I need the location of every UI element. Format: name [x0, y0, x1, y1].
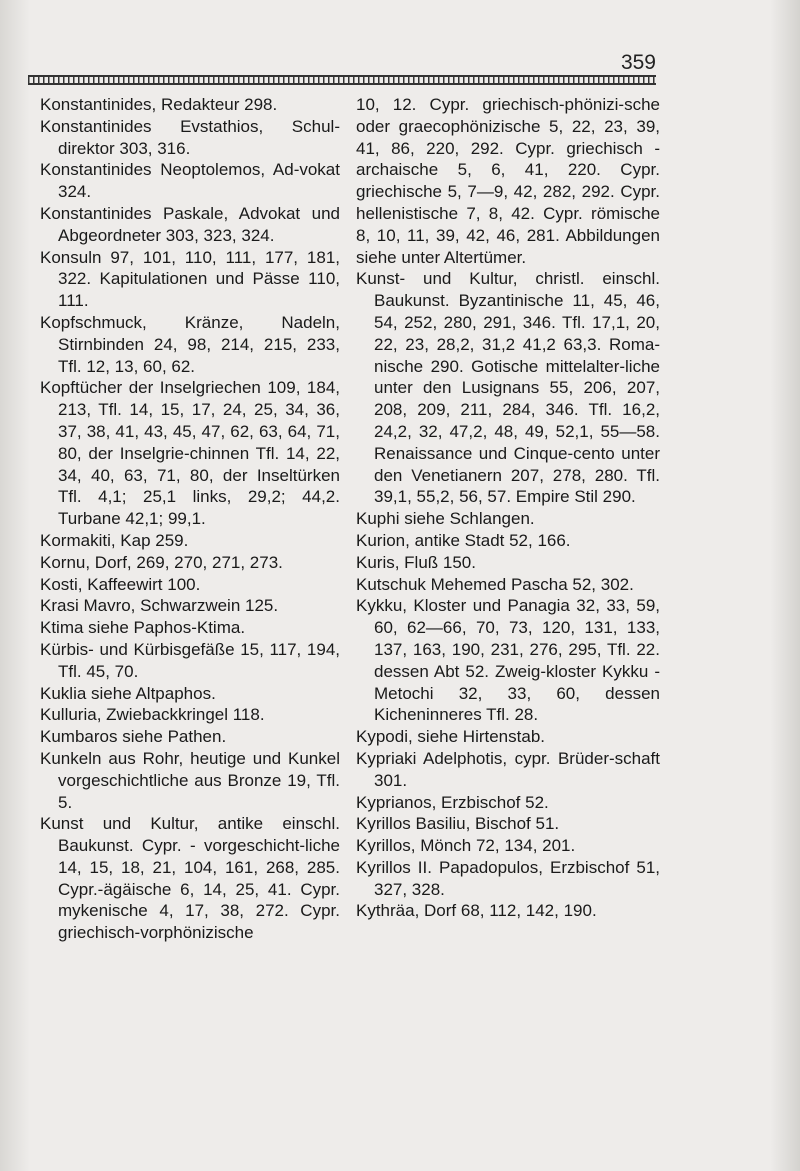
index-entry: 10, 12. Cypr. griechisch-phönizi-sche oder graecophönizische 5, 22, 23, 39, 41, 86, 220, 292. Cypr. griechisch - archaische 5, 6, 41, 220. Cypr. griechische 5, 7—9, 42, 282, 292. Cypr. hellenistische 7, 8, 42. Cypr. römische 8, 10, 11, 39, 42, 46, 281. Abbildungen siehe unter Altertümer. [356, 95, 660, 267]
index-entry: Kuris, Fluß 150. [356, 552, 476, 572]
index-entry: Kormakiti, Kap 259. [40, 530, 189, 550]
index-entry: Kutschuk Mehemed Pascha 52, 302. [356, 574, 634, 594]
index-entry: Kulluria, Zwiebackkringel 118. [40, 705, 265, 725]
index-entry: Konsuln 97, 101, 110, 111, 177, 181, 322. Kapitulationen und Pässe 110, 111. [40, 247, 340, 311]
index-entry: Kumbaros siehe Pathen. [40, 727, 227, 747]
index-column-left [40, 94, 340, 944]
index-entry: Konstantinides, Redakteur 298. [40, 95, 278, 114]
index-entry: Kunst- und Kultur, christl. einschl. Baukunst. Byzantinische 11, 45, 46, 54, 252, 280, 291, 346. Tfl. 17,1, 20, 22, 23, 28,2, 31,2 41,2 63,3. Roma-nische 290. Gotische mittelalter-liche unter den Lusignans 55, 206, 207, 208, 209, 211, 284, 346. Tfl. 16,2, 24,2, 32, 47,2, 48, 49, 52,1, 55—58. Renaissance und Cinque-cento unter den Venetianern 207, 278, 280. Tfl. 39,1, 55,2, 56, 57. Empire Stil 290. [356, 269, 660, 507]
index-entry: Kürbis- und Kürbisgefäße 15, 117, 194, Tfl. 45, 70. [40, 639, 340, 681]
index-column-right [356, 94, 660, 922]
index-entry: Kyprianos, Erzbischof 52. [356, 792, 549, 812]
index-entry: Kurion, antike Stadt 52, 166. [356, 530, 571, 550]
index-entry: Kopfschmuck, Kränze, Nadeln, Stirnbinden 24, 98, 214, 215, 233, Tfl. 12, 13, 60, 62. [40, 312, 340, 376]
index-entry: Konstantinides Paskale, Advokat und Abgeordneter 303, 323, 324. [40, 203, 340, 245]
index-entry: Konstantinides Evstathios, Schul-direktor 303, 316. [40, 116, 340, 158]
index-entry: Kunst und Kultur, antike einschl. Baukunst. Cypr. - vorgeschicht-liche 14, 15, 18, 21, 104, 161, 268, 285. Cypr.-ägäische 6, 14, 25, 41. Cypr. mykenische 4, 17, 38, 272. Cypr. griechisch-vorphönizische [40, 814, 340, 943]
index-entry: Kopftücher der Inselgriechen 109, 184, 213, Tfl. 14, 15, 17, 24, 25, 34, 36, 37, 38, 41, 43, 45, 47, 62, 63, 64, 71, 80, der Inselgrie-chinnen Tfl. 14, 22, 34, 40, 63, 71, 80, der Inseltürken Tfl. 4,1; 25,1 links, 29,2; 44,2. Turbane 42,1; 99,1. [40, 378, 340, 529]
page-edge-shadow-right [770, 0, 800, 1171]
index-entry: Kunkeln aus Rohr, heutige und Kunkel vorgeschichtliche aus Bronze 19, Tfl. 5. [40, 748, 340, 812]
index-entry: Kythräa, Dorf 68, 112, 142, 190. [356, 901, 597, 921]
header-ornament-rule [28, 75, 656, 85]
index-entry: Kornu, Dorf, 269, 270, 271, 273. [40, 552, 283, 572]
index-entry: Kuklia siehe Altpaphos. [40, 683, 216, 703]
index-entry: Kyrillos Basiliu, Bischof 51. [356, 814, 560, 834]
index-entry: Krasi Mavro, Schwarzwein 125. [40, 596, 279, 616]
index-entry: Ktima siehe Paphos-Ktima. [40, 618, 246, 638]
index-entry: Kykku, Kloster und Panagia 32, 33, 59, 60, 62—66, 70, 73, 120, 131, 133, 137, 163, 190, 231, 276, 295, Tfl. 22. dessen Abt 52. Zweig-kloster Kykku - Metochi 32, 33, 60, dessen Kicheninneres Tfl. 28. [356, 596, 660, 725]
index-entry: Kyrillos, Mönch 72, 134, 201. [356, 836, 576, 856]
page-number: 359 [620, 51, 656, 74]
index-entry: Konstantinides Neoptolemos, Ad-vokat 324. [40, 160, 340, 202]
index-entry: Kyrillos II. Papadopulos, Erzbischof 51, 327, 328. [356, 857, 660, 899]
index-entry: Kypriaki Adelphotis, cypr. Brüder-schaft 301. [356, 748, 660, 790]
index-entry: Kypodi, siehe Hirtenstab. [356, 727, 545, 747]
page-edge-shadow-left [0, 0, 30, 1171]
index-entry: Kosti, Kaffeewirt 100. [40, 574, 201, 594]
index-entry: Kuphi siehe Schlangen. [356, 509, 535, 529]
